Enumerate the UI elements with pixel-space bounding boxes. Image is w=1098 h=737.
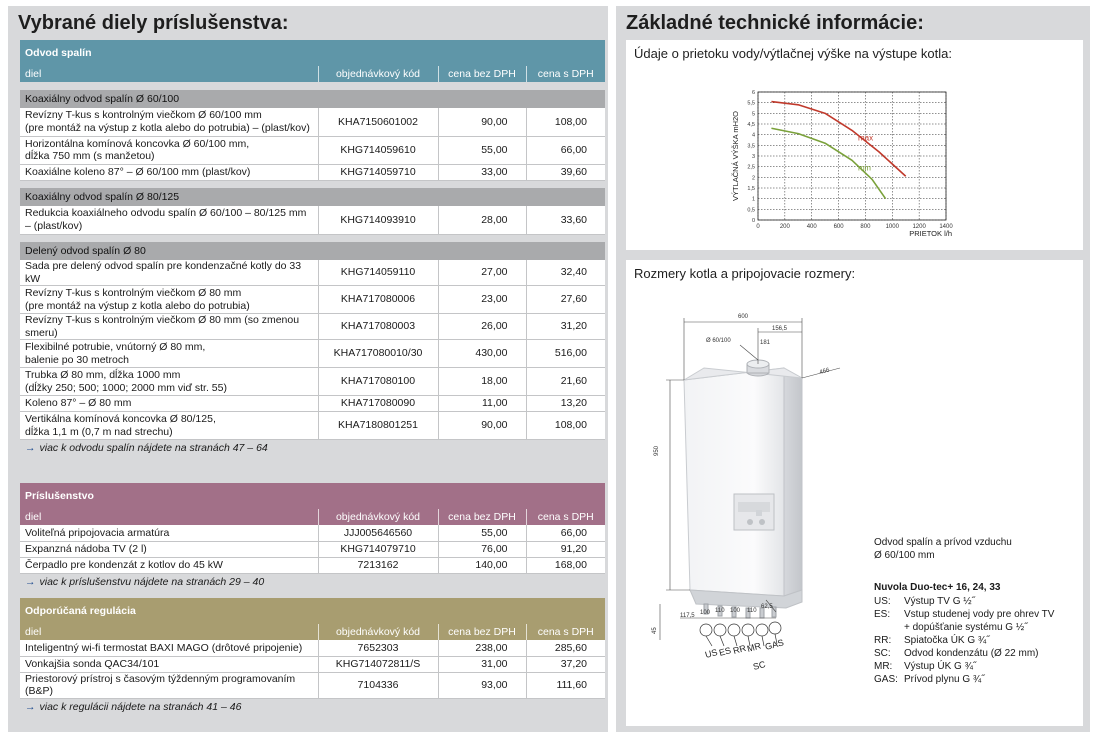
technical-info-heading: Základné technické informácie: [626, 12, 924, 34]
table-row [20, 136, 605, 164]
y-tick-label: 3 [751, 154, 755, 160]
part-name-line: – (plast/kov) [25, 219, 83, 232]
price-gross: 168,00 [526, 557, 605, 573]
table-row [20, 412, 605, 440]
dim-depth: 466 [818, 367, 831, 376]
flue-column-header [20, 66, 605, 82]
accessories-panel [8, 6, 608, 732]
legend-value: Odvod kondenzátu (Ø 22 mm) [904, 648, 1039, 659]
part-name-line: Čerpadlo pre kondenzát z kotlov do 45 kW [25, 558, 223, 571]
table-row [20, 396, 605, 412]
order-code: KHG714079710 [318, 541, 438, 557]
price-gross: 108,00 [526, 108, 605, 136]
x-axis-label: PRIETOK l/h [909, 229, 952, 238]
price-net: 93,00 [438, 672, 526, 698]
price-net: 11,00 [438, 396, 526, 412]
price-net: 430,00 [438, 340, 526, 368]
order-code: KHA717080006 [318, 286, 438, 314]
legend-row [874, 647, 1079, 660]
price-net: 55,00 [438, 525, 526, 541]
boiler-illustration [684, 360, 802, 618]
technical-info-panel [616, 6, 1090, 732]
part-name [20, 656, 318, 672]
legend-key: ES: [874, 609, 891, 620]
price-gross: 66,00 [526, 525, 605, 541]
dim-conn-3: 110 [715, 608, 725, 614]
dim-flue-offset: 156,5 [772, 326, 788, 332]
price-gross: 108,00 [526, 412, 605, 440]
table-row [20, 656, 605, 672]
price-gross: 37,20 [526, 656, 605, 672]
dim-conn-4: 100 [730, 608, 741, 614]
table-row [20, 108, 605, 136]
arrow-right-icon: → [25, 575, 36, 588]
y-tick-label: 5,5 [747, 100, 755, 107]
table-row [20, 164, 605, 180]
part-name-line: Horizontálna komínová koncovka Ø 60/100 mm, [25, 137, 250, 150]
table-row [20, 206, 605, 234]
col-code: objednávkový kód [318, 509, 438, 525]
price-gross: 13,20 [526, 396, 605, 412]
flue-title: Odvod spalín [20, 40, 605, 66]
dim-flue-depth: 181 [760, 340, 771, 346]
part-name [20, 672, 318, 698]
flow-chart-caption: Údaje o prietoku vody/výtlačnej výške na výstupe kotla: [634, 46, 952, 61]
part-name-line: balenie po 30 metroch [25, 353, 129, 366]
part-name-line: Koleno 87° – Ø 80 mm [25, 397, 132, 410]
conn-label-sc: SC [751, 659, 767, 672]
col-part: diel [20, 509, 318, 525]
legend-row [874, 660, 1079, 673]
conn-label-us: US [703, 647, 719, 660]
part-name-line: Priestorový prístroj s časovým týždenným programovaním (B&P) [25, 672, 296, 697]
group-header [20, 90, 605, 108]
dim-width: 600 [738, 314, 749, 320]
conn-label-mr: MR [745, 640, 763, 654]
price-net: 33,00 [438, 164, 526, 180]
price-gross: 32,40 [526, 260, 605, 286]
dim-height: 950 [654, 445, 660, 456]
y-tick-label: 2 [751, 175, 755, 182]
table-row [20, 557, 605, 573]
part-name [20, 525, 318, 541]
part-name-line: Vonkajšia sonda QAC34/101 [25, 657, 160, 670]
conn-label-rr: RR [731, 642, 748, 656]
part-name [20, 314, 318, 340]
price-net: 76,00 [438, 541, 526, 557]
price-net: 27,00 [438, 260, 526, 286]
flow-chart-box [626, 40, 1083, 250]
legend-key: MR: [874, 661, 893, 672]
price-net: 26,00 [438, 314, 526, 340]
order-code: KHA7150601002 [318, 108, 438, 136]
group-label: Koaxiálny odvod spalín Ø 80/125 [20, 188, 605, 206]
part-name-line: Revízny T-kus s kontrolným viečkom Ø 80 mm [25, 287, 242, 299]
x-tick-label: 1200 [912, 224, 926, 230]
more-link[interactable] [20, 440, 605, 457]
part-name [20, 286, 318, 314]
arrow-right-icon: → [25, 442, 36, 454]
y-tick-label: 1,5 [747, 186, 755, 192]
legend-key: RR: [874, 635, 892, 646]
price-gross: 285,60 [526, 640, 605, 656]
y-tick-label: 1 [751, 196, 755, 203]
order-code: 7652303 [318, 640, 438, 656]
price-gross: 21,60 [526, 368, 605, 396]
price-net: 90,00 [438, 108, 526, 136]
legend-key: GAS: [874, 674, 898, 685]
part-name [20, 108, 318, 136]
legend-row [874, 621, 1079, 634]
x-tick-label: 200 [779, 224, 790, 230]
flue-note [874, 536, 1079, 562]
price-net: 31,00 [438, 656, 526, 672]
order-code: KHG714059710 [318, 164, 438, 180]
table-row [20, 541, 605, 557]
model-name: Nuvola Duo-tec+ 16, 24, 33 [874, 582, 1001, 593]
price-net: 18,00 [438, 368, 526, 396]
y-tick-label: 2,5 [747, 164, 755, 171]
part-name-line: Vertikálna komínová koncovka Ø 80/125, [25, 413, 216, 425]
group-label: Koaxiálny odvod spalín Ø 60/100 [20, 90, 605, 108]
conn-label-gas: GAS [763, 637, 785, 652]
part-name-line: dĺžka 1,1 m (0,7 m nad strechu) [25, 425, 173, 438]
part-name-line: Redukcia koaxiálneho odvodu spalín Ø 60/100 – 80/125 mm [25, 207, 307, 220]
table-row [20, 260, 605, 286]
col-price-net: cena bez DPH [438, 624, 526, 640]
part-name [20, 206, 318, 234]
order-code: KHG714093910 [318, 206, 438, 234]
part-name [20, 640, 318, 656]
accessories-header [20, 483, 605, 509]
part-name-line: Expanzná nádoba TV (2 l) [25, 542, 147, 555]
dim-conn-6: 62,5 [761, 604, 773, 610]
part-name-line: Inteligentný wi-fi termostat BAXI MAGO (drôtové pripojenie) [25, 641, 303, 654]
x-tick-label: 1000 [885, 224, 899, 230]
legend-row [874, 608, 1079, 621]
order-code: KHG714059610 [318, 136, 438, 164]
connection-circles [700, 622, 781, 636]
part-name-line: Sada pre delený odvod spalín pre kondenzačné kotly do 33 kW [25, 260, 302, 285]
part-name-line: Voliteľná pripojovacia armatúra [25, 526, 170, 539]
price-gross: 111,60 [526, 672, 605, 698]
col-price-gross: cena s DPH [526, 66, 605, 82]
table-row [20, 314, 605, 340]
col-price-gross: cena s DPH [526, 624, 605, 640]
dim-conn-1: 117,5 [680, 613, 695, 619]
more-link[interactable] [20, 698, 605, 715]
part-name-line: (pre montáž na výstup z kotla alebo do potrubia) – (plast/kov) [25, 121, 310, 134]
flue-note-line1: Odvod spalín a prívod vzduchu [874, 537, 1012, 548]
table-row [20, 340, 605, 368]
table-row [20, 286, 605, 314]
group-header [20, 188, 605, 206]
legend-row [874, 634, 1079, 647]
order-code: KHG714059110 [318, 260, 438, 286]
order-code: KHG714072811/S [318, 656, 438, 672]
part-name [20, 340, 318, 368]
legend-value: Prívod plynu G ¾˝ [904, 674, 985, 685]
price-net: 90,00 [438, 412, 526, 440]
col-price-net: cena bez DPH [438, 66, 526, 82]
col-part: diel [20, 624, 318, 640]
legend-value: + dopúšťanie systému G ½˝ [904, 622, 1028, 633]
x-tick-label: 400 [806, 224, 817, 230]
part-name-line: dĺžka 750 mm (s manžetou) [25, 150, 155, 162]
y-tick-label: 4 [751, 132, 755, 139]
price-net: 140,00 [438, 557, 526, 573]
flue-note-line2: Ø 60/100 mm [874, 550, 935, 561]
order-code: 7104336 [318, 672, 438, 698]
regulation-header [20, 598, 605, 624]
arrow-right-icon: → [25, 700, 36, 713]
legend-row [874, 673, 1079, 686]
dim-bottom: 45 [652, 627, 658, 634]
table-row [20, 672, 605, 698]
legend-row [874, 595, 1079, 608]
spacer [20, 180, 605, 188]
accessories-title: Príslušenstvo [20, 483, 605, 509]
y-tick-label: 0 [751, 218, 755, 224]
group-header [20, 242, 605, 260]
x-tick-label: 0 [756, 224, 760, 230]
part-name [20, 412, 318, 440]
legend-value: Výstup ÚK G ¾˝ [904, 661, 977, 672]
col-code: objednávkový kód [318, 66, 438, 82]
conn-label-es: ES [717, 645, 733, 658]
order-code: KHA717080010/30 [318, 340, 438, 368]
accessories-heading: Vybrané diely príslušenstva: [18, 12, 289, 34]
price-net: 23,00 [438, 286, 526, 314]
order-code: KHA7180801251 [318, 412, 438, 440]
col-price-net: cena bez DPH [438, 509, 526, 525]
part-name-line: Revízny T-kus s kontrolným viečkom Ø 80 mm (so zmenou smeru) [25, 314, 300, 339]
order-code: KHA717080090 [318, 396, 438, 412]
accessories-table [20, 483, 605, 590]
group-label: Delený odvod spalín Ø 80 [20, 242, 605, 260]
flue-header [20, 40, 605, 66]
table-row [20, 368, 605, 396]
y-tick-label: 3,5 [747, 143, 755, 150]
y-tick-label: 4,5 [747, 122, 755, 128]
more-link-row [20, 440, 605, 457]
spacer [20, 82, 605, 90]
dim-flue-diameter: Ø 60/100 [706, 338, 731, 344]
part-name [20, 368, 318, 396]
regulation-column-header [20, 624, 605, 640]
legend-value: Výstup TV G ½˝ [904, 596, 975, 607]
col-price-gross: cena s DPH [526, 509, 605, 525]
price-gross: 66,00 [526, 136, 605, 164]
legend-key: US: [874, 596, 891, 607]
x-tick-label: 600 [833, 224, 844, 230]
accessories-column-header [20, 509, 605, 525]
more-link-row [20, 698, 605, 715]
price-gross: 31,20 [526, 314, 605, 340]
connection-legend [874, 595, 1079, 686]
regulation-title: Odporúčaná regulácia [20, 598, 605, 624]
dim-conn-2: 100 [700, 610, 711, 616]
legend-key: SC: [874, 648, 891, 659]
price-gross: 516,00 [526, 340, 605, 368]
price-net: 238,00 [438, 640, 526, 656]
legend-key [874, 621, 904, 634]
order-code: KHA717080003 [318, 314, 438, 340]
series-label-min: min [858, 163, 871, 173]
price-net: 55,00 [438, 136, 526, 164]
order-code: JJJ005646560 [318, 525, 438, 541]
dimensions-box [626, 260, 1083, 726]
col-part: diel [20, 66, 318, 82]
part-name [20, 541, 318, 557]
part-name [20, 557, 318, 573]
x-tick-label: 1400 [939, 224, 953, 230]
part-name [20, 136, 318, 164]
part-name-line: Flexibilné potrubie, vnútorný Ø 80 mm, [25, 341, 206, 353]
y-tick-label: 0,5 [747, 207, 755, 214]
more-link-text: viac k regulácii nájdete na stranách 41 – 46 [39, 700, 242, 713]
more-link[interactable] [20, 573, 605, 590]
price-gross: 33,60 [526, 206, 605, 234]
y-tick-label: 6 [751, 90, 755, 96]
part-name [20, 164, 318, 180]
part-name-line: Koaxiálne koleno 87° – Ø 60/100 mm (plast/kov) [25, 165, 251, 178]
order-code: KHA717080100 [318, 368, 438, 396]
table-row [20, 525, 605, 541]
legend-value: Spiatočka ÚK G ¾˝ [904, 635, 990, 646]
y-axis-label: VÝTLAČNÁ VÝŠKA mH2O [731, 110, 740, 202]
part-name [20, 260, 318, 286]
series-label-max: max [858, 133, 874, 143]
price-net: 28,00 [438, 206, 526, 234]
part-name-line: (dĺžky 250; 500; 1000; 2000 mm viď str. 55) [25, 381, 227, 394]
regulation-table [20, 598, 605, 715]
part-name [20, 396, 318, 412]
part-name-line: Revízny T-kus s kontrolným viečkom Ø 60/100 mm [25, 109, 262, 122]
table-row [20, 640, 605, 656]
order-code: 7213162 [318, 557, 438, 573]
col-code: objednávkový kód [318, 624, 438, 640]
dimensions-caption: Rozmery kotla a pripojovacie rozmery: [634, 266, 856, 281]
x-tick-label: 800 [860, 224, 871, 230]
part-name-line: (pre montáž na výstup z kotla alebo do potrubia) [25, 299, 250, 312]
y-tick-label: 5 [751, 111, 755, 118]
flue-table [20, 40, 605, 457]
pump-curve-chart [626, 40, 1083, 250]
more-link-text: viac k príslušenstvu nájdete na stranách 29 – 40 [39, 575, 265, 588]
spacer [20, 234, 605, 242]
part-name-line: Trubka Ø 80 mm, dĺžka 1000 mm [25, 369, 181, 381]
price-gross: 91,20 [526, 541, 605, 557]
more-link-text: viac k odvodu spalín nájdete na stranách 47 – 64 [39, 442, 268, 454]
dim-conn-5: 110 [747, 608, 757, 614]
legend-value: Vstup studenej vody pre ohrev TV [904, 609, 1055, 620]
price-gross: 39,60 [526, 164, 605, 180]
price-gross: 27,60 [526, 286, 605, 314]
more-link-row [20, 573, 605, 590]
